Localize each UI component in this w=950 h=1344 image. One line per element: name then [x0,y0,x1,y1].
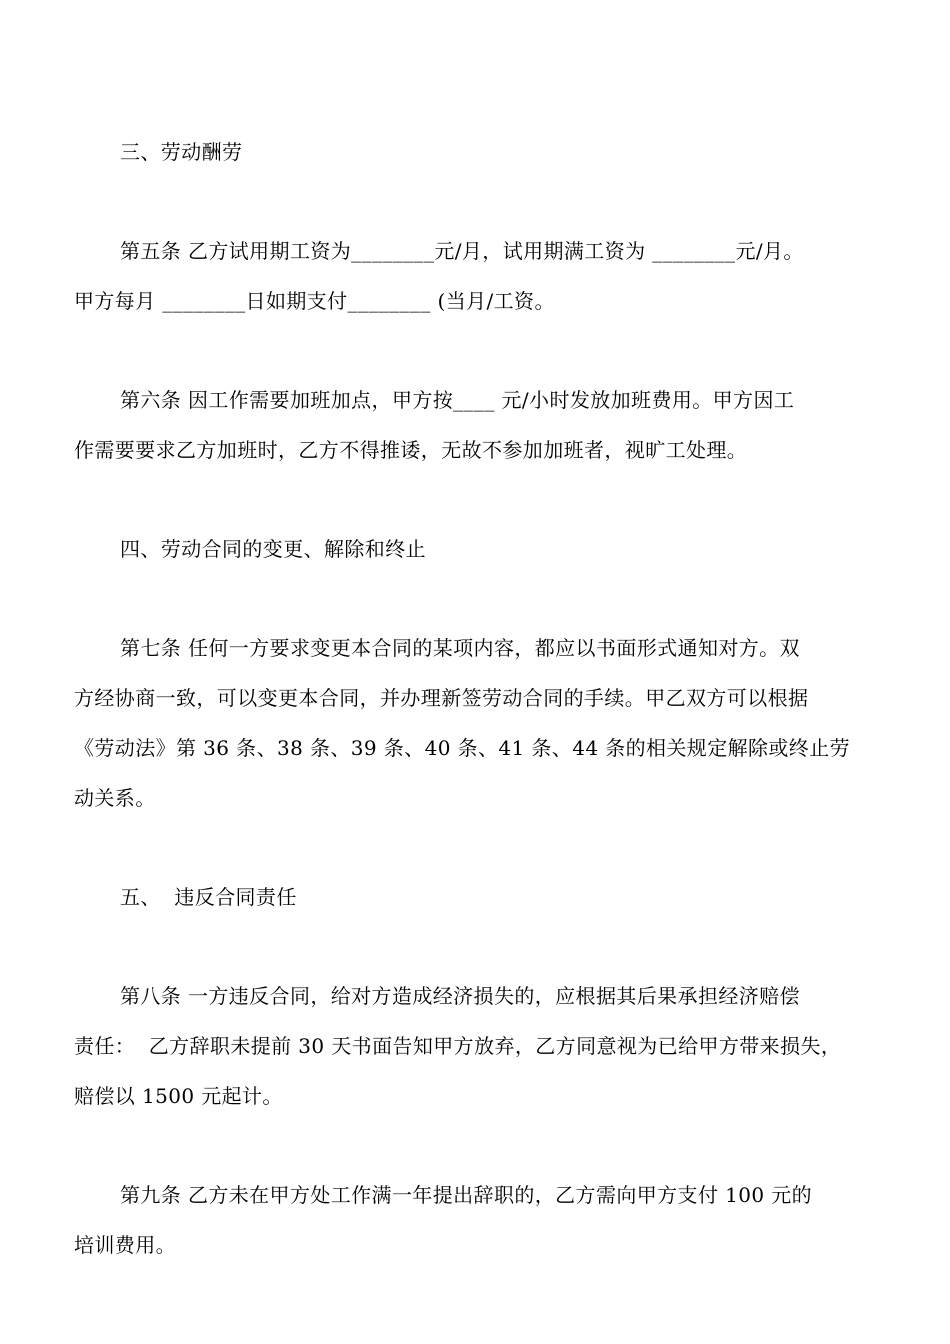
article-5-line-1: 第五条 乙方试用期工资为________元/月，试用期满工资为 ________元/月。 [120,239,804,263]
article-5-line-2: 甲方每月 ________日如期支付________ (当月/工资。 [74,289,555,313]
article-7-line-1: 第七条 任何一方要求变更本合同的某项内容，都应以书面形式通知对方。双 [120,636,800,660]
article-9-line-1: 第九条 乙方未在甲方处工作满一年提出辞职的，乙方需向甲方支付 100 元的 [120,1183,813,1207]
article-7-line-2: 方经协商一致，可以变更本合同，并办理新签劳动合同的手续。甲乙双方可以根据 [74,686,809,710]
section-heading-labor-pay: 三、劳动酬劳 [120,140,243,164]
article-6-line-1: 第六条 因工作需要加班加点，甲方按____ 元/小时发放加班费用。甲方因工 [120,388,795,412]
section-heading-contract-change: 四、劳动合同的变更、解除和终止 [120,537,426,561]
article-7-line-3: 《劳动法》第 36 条、38 条、39 条、40 条、41 条、44 条的相关规定解除或终止劳 [74,736,850,760]
article-8-line-3: 赔偿以 1500 元起计。 [74,1084,283,1108]
article-6-line-2: 作需要要求乙方加班时，乙方不得推诿，无故不参加加班者，视旷工处理。 [74,438,748,462]
article-8-line-2: 责任： 乙方辞职未提前 30 天书面告知甲方放弃，乙方同意视为已给甲方带来损失， [74,1034,842,1058]
article-9-line-2: 培训费用。 [74,1233,176,1257]
section-heading-breach-liability: 五、 违反合同责任 [120,885,297,909]
article-8-line-1: 第八条 一方违反合同，给对方造成经济损失的，应根据其后果承担经济赔偿 [120,984,800,1008]
article-7-line-4: 动关系。 [74,786,156,810]
